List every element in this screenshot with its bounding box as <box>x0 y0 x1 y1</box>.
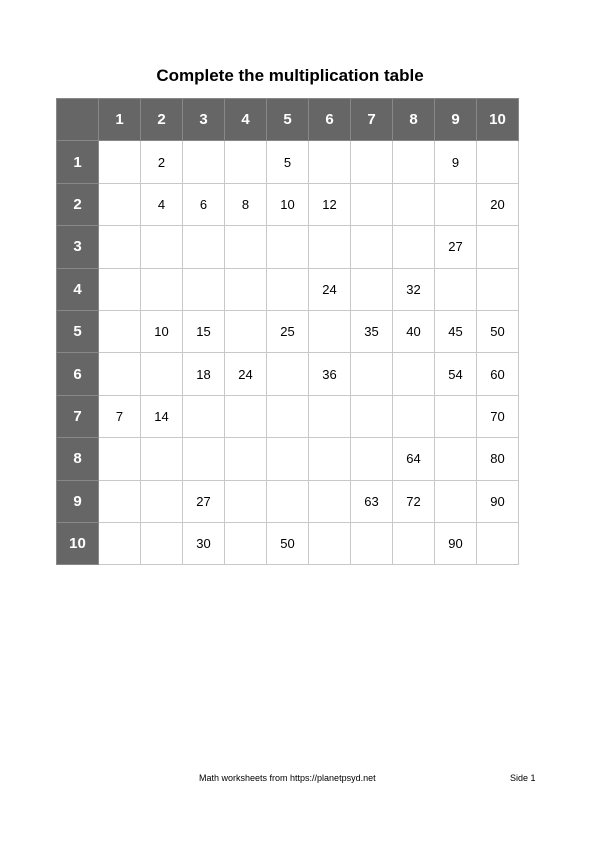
column-header: 4 <box>225 99 267 141</box>
answer-cell: 32 <box>393 268 435 310</box>
answer-cell: 70 <box>477 395 519 437</box>
answer-cell-empty[interactable] <box>99 522 141 564</box>
answer-cell-empty[interactable] <box>393 395 435 437</box>
corner-cell <box>57 99 99 141</box>
answer-cell: 7 <box>99 395 141 437</box>
table-body <box>57 141 519 565</box>
row-header: 10 <box>57 522 99 564</box>
table-row <box>57 183 519 225</box>
answer-cell-empty[interactable] <box>477 522 519 564</box>
footer-source: Math worksheets from https://planetpsyd.net <box>199 773 376 783</box>
answer-cell-empty[interactable] <box>99 480 141 522</box>
answer-cell-empty[interactable] <box>99 183 141 225</box>
answer-cell: 64 <box>393 438 435 480</box>
answer-cell: 8 <box>225 183 267 225</box>
answer-cell-empty[interactable] <box>309 141 351 183</box>
answer-cell-empty[interactable] <box>351 268 393 310</box>
answer-cell: 50 <box>267 522 309 564</box>
answer-cell-empty[interactable] <box>351 141 393 183</box>
answer-cell: 30 <box>183 522 225 564</box>
column-header: 1 <box>99 99 141 141</box>
row-header: 6 <box>57 353 99 395</box>
answer-cell: 14 <box>141 395 183 437</box>
multiplication-table <box>56 98 519 565</box>
answer-cell-empty[interactable] <box>141 522 183 564</box>
answer-cell-empty[interactable] <box>267 395 309 437</box>
worksheet-title: Complete the multiplication table <box>156 66 424 85</box>
answer-cell-empty[interactable] <box>393 522 435 564</box>
answer-cell-empty[interactable] <box>141 226 183 268</box>
answer-cell-empty[interactable] <box>393 226 435 268</box>
answer-cell-empty[interactable] <box>435 395 477 437</box>
answer-cell-empty[interactable] <box>267 480 309 522</box>
answer-cell-empty[interactable] <box>225 480 267 522</box>
answer-cell-empty[interactable] <box>351 226 393 268</box>
answer-cell: 18 <box>183 353 225 395</box>
answer-cell-empty[interactable] <box>99 226 141 268</box>
answer-cell: 25 <box>267 310 309 352</box>
answer-cell-empty[interactable] <box>183 395 225 437</box>
answer-cell: 50 <box>477 310 519 352</box>
answer-cell-empty[interactable] <box>141 353 183 395</box>
table-row <box>57 480 519 522</box>
answer-cell-empty[interactable] <box>477 268 519 310</box>
answer-cell: 10 <box>267 183 309 225</box>
answer-cell-empty[interactable] <box>225 268 267 310</box>
column-header: 6 <box>309 99 351 141</box>
answer-cell-empty[interactable] <box>183 268 225 310</box>
answer-cell-empty[interactable] <box>141 268 183 310</box>
column-header: 2 <box>141 99 183 141</box>
answer-cell: 5 <box>267 141 309 183</box>
answer-cell-empty[interactable] <box>225 395 267 437</box>
answer-cell-empty[interactable] <box>351 353 393 395</box>
answer-cell-empty[interactable] <box>351 183 393 225</box>
column-header: 10 <box>477 99 519 141</box>
answer-cell: 9 <box>435 141 477 183</box>
answer-cell-empty[interactable] <box>393 353 435 395</box>
row-header: 4 <box>57 268 99 310</box>
answer-cell: 10 <box>141 310 183 352</box>
answer-cell: 27 <box>183 480 225 522</box>
answer-cell: 63 <box>351 480 393 522</box>
answer-cell: 40 <box>393 310 435 352</box>
answer-cell-empty[interactable] <box>267 353 309 395</box>
answer-cell-empty[interactable] <box>225 310 267 352</box>
answer-cell-empty[interactable] <box>267 226 309 268</box>
column-header: 3 <box>183 99 225 141</box>
column-header: 5 <box>267 99 309 141</box>
answer-cell-empty[interactable] <box>267 268 309 310</box>
answer-cell-empty[interactable] <box>99 438 141 480</box>
answer-cell: 20 <box>477 183 519 225</box>
answer-cell: 4 <box>141 183 183 225</box>
row-header: 2 <box>57 183 99 225</box>
answer-cell-empty[interactable] <box>351 395 393 437</box>
answer-cell-empty[interactable] <box>309 438 351 480</box>
answer-cell-empty[interactable] <box>477 226 519 268</box>
table-row <box>57 141 519 183</box>
answer-cell: 90 <box>477 480 519 522</box>
answer-cell: 12 <box>309 183 351 225</box>
answer-cell: 80 <box>477 438 519 480</box>
answer-cell-empty[interactable] <box>477 141 519 183</box>
table-row <box>57 395 519 437</box>
answer-cell-empty[interactable] <box>141 480 183 522</box>
answer-cell: 24 <box>309 268 351 310</box>
row-header: 7 <box>57 395 99 437</box>
answer-cell-empty[interactable] <box>99 268 141 310</box>
row-header: 9 <box>57 480 99 522</box>
answer-cell-empty[interactable] <box>393 141 435 183</box>
column-header: 9 <box>435 99 477 141</box>
table-row <box>57 226 519 268</box>
answer-cell-empty[interactable] <box>351 438 393 480</box>
row-header: 5 <box>57 310 99 352</box>
column-header: 7 <box>351 99 393 141</box>
answer-cell: 15 <box>183 310 225 352</box>
answer-cell: 24 <box>225 353 267 395</box>
answer-cell-empty[interactable] <box>309 522 351 564</box>
answer-cell: 6 <box>183 183 225 225</box>
answer-cell: 45 <box>435 310 477 352</box>
answer-cell: 27 <box>435 226 477 268</box>
row-header: 3 <box>57 226 99 268</box>
table-row <box>57 268 519 310</box>
answer-cell-empty[interactable] <box>435 480 477 522</box>
column-header-row <box>57 99 519 141</box>
answer-cell: 90 <box>435 522 477 564</box>
answer-cell: 54 <box>435 353 477 395</box>
answer-cell-empty[interactable] <box>99 141 141 183</box>
answer-cell-empty[interactable] <box>183 226 225 268</box>
answer-cell-empty[interactable] <box>351 522 393 564</box>
answer-cell-empty[interactable] <box>225 522 267 564</box>
answer-cell: 36 <box>309 353 351 395</box>
answer-cell-empty[interactable] <box>309 395 351 437</box>
answer-cell-empty[interactable] <box>99 310 141 352</box>
answer-cell-empty[interactable] <box>393 183 435 225</box>
answer-cell-empty[interactable] <box>99 353 141 395</box>
answer-cell-empty[interactable] <box>183 141 225 183</box>
answer-cell-empty[interactable] <box>225 141 267 183</box>
answer-cell-empty[interactable] <box>309 226 351 268</box>
answer-cell-empty[interactable] <box>435 438 477 480</box>
answer-cell-empty[interactable] <box>435 183 477 225</box>
answer-cell-empty[interactable] <box>225 438 267 480</box>
column-header: 8 <box>393 99 435 141</box>
answer-cell-empty[interactable] <box>141 438 183 480</box>
answer-cell-empty[interactable] <box>267 438 309 480</box>
row-header: 1 <box>57 141 99 183</box>
answer-cell: 2 <box>141 141 183 183</box>
answer-cell-empty[interactable] <box>183 438 225 480</box>
answer-cell: 35 <box>351 310 393 352</box>
row-header: 8 <box>57 438 99 480</box>
table-row <box>57 438 519 480</box>
answer-cell-empty[interactable] <box>435 268 477 310</box>
footer-side-number: Side 1 <box>510 773 536 783</box>
table-row <box>57 353 519 395</box>
table-row <box>57 522 519 564</box>
answer-cell: 60 <box>477 353 519 395</box>
answer-cell: 72 <box>393 480 435 522</box>
answer-cell-empty[interactable] <box>309 310 351 352</box>
answer-cell-empty[interactable] <box>225 226 267 268</box>
table-row <box>57 310 519 352</box>
answer-cell-empty[interactable] <box>309 480 351 522</box>
